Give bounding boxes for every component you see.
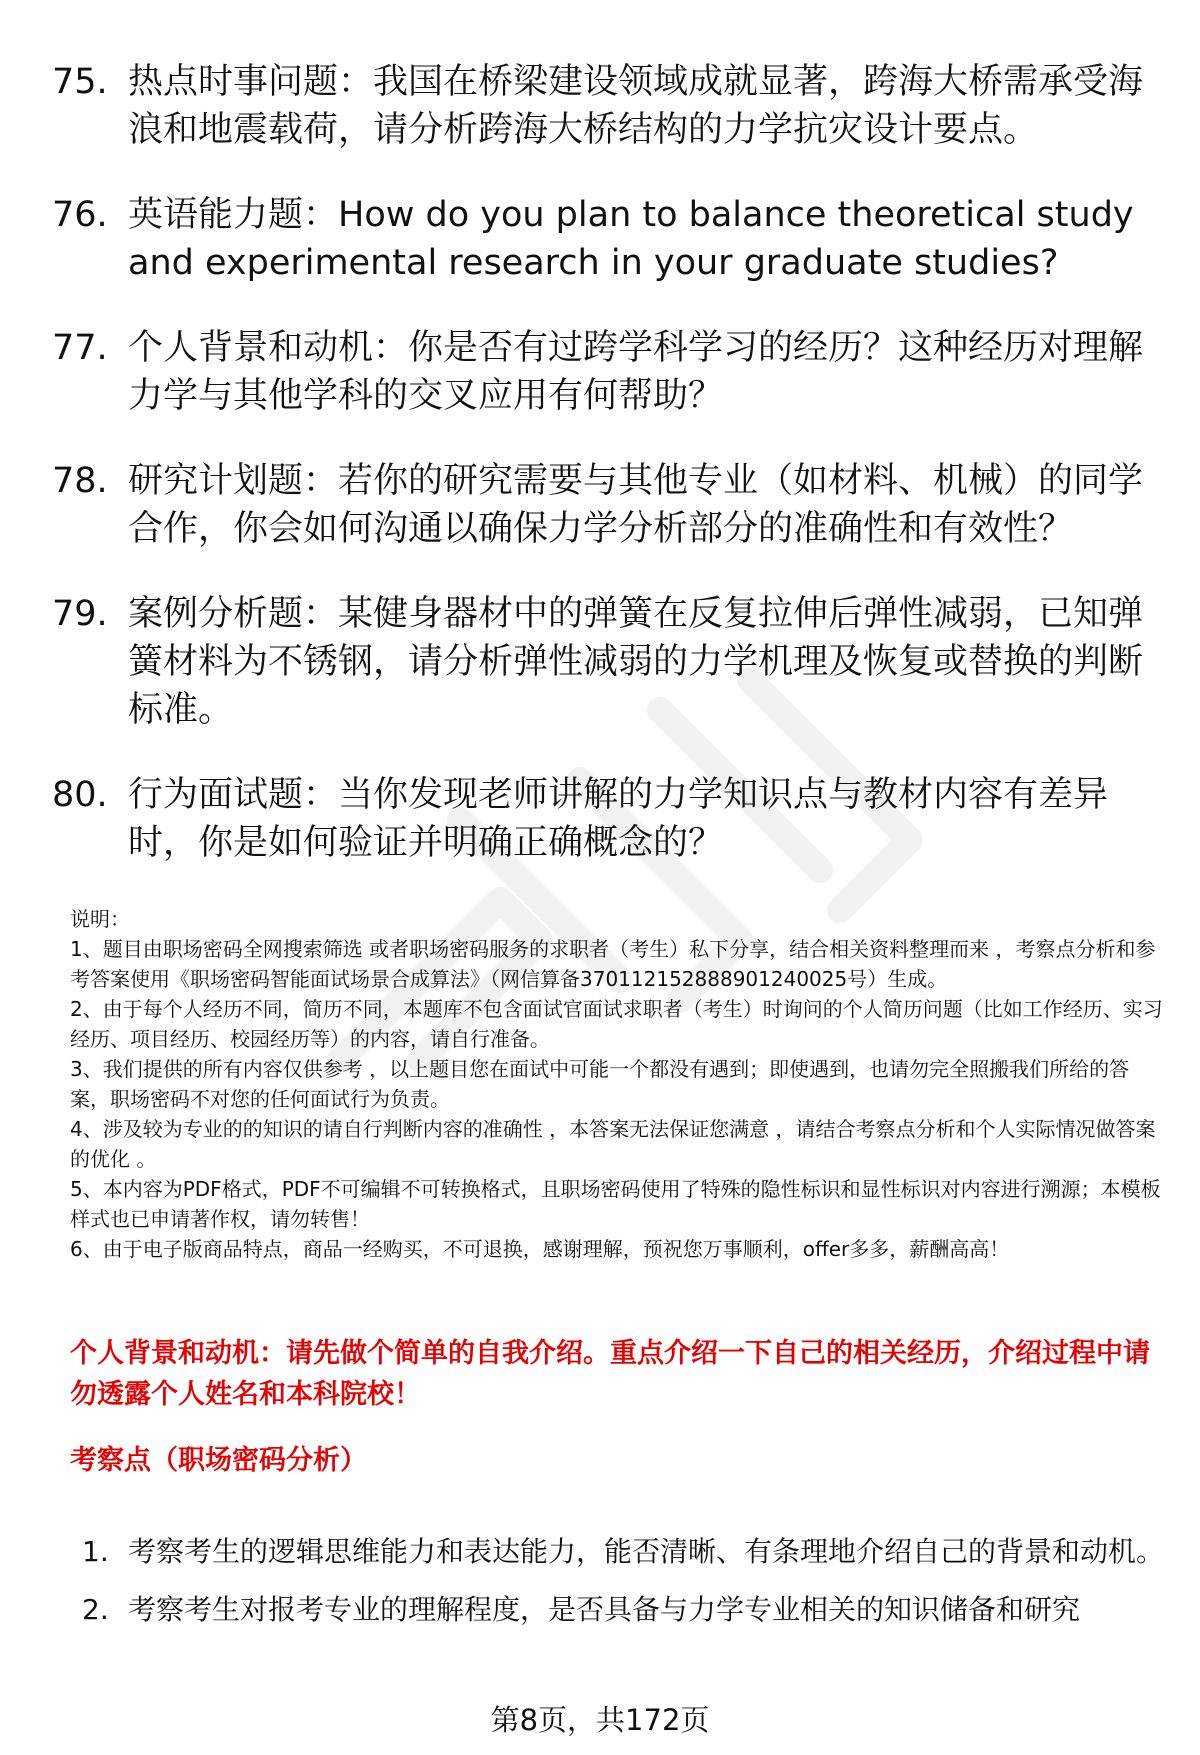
question-item	[52, 457, 1152, 553]
question-number: 77.	[52, 328, 108, 368]
question-text: 行为面试题：当你发现老师讲解的力学知识点与教材内容有差异时，你是如何验证并明确正确概念的？	[128, 775, 1109, 863]
note-item: 6、由于电子版商品特点，商品一经购买，不可退换，感谢理解，预祝您万事顺利，offer多多，薪酬高高！	[70, 1237, 1010, 1261]
question-text: 热点时事问题：我国在桥梁建设领域成就显著，跨海大桥需承受海浪和地震载荷，请分析跨海大桥结构的力学抗灾设计要点。	[128, 62, 1144, 150]
question-item	[52, 590, 1152, 734]
question-item	[52, 771, 1152, 867]
notes-title: 说明：	[70, 907, 130, 931]
analysis-item	[82, 1523, 1167, 1581]
analysis-number: 2.	[82, 1593, 109, 1626]
question-item	[52, 324, 1152, 420]
analysis-text: 考察考生的逻辑思维能力和表达能力，能否清晰、有条理地介绍自己的背景和动机。	[128, 1535, 1165, 1568]
question-text: 案例分析题：某健身器材中的弹簧在反复拉伸后弹性减弱，已知弹簧材料为不锈钢，请分析弹性减弱的力学机理及恢复或替换的判断标准。	[128, 594, 1144, 730]
question-item	[52, 191, 1152, 287]
question-number: 76.	[52, 195, 108, 235]
note-item: 4、涉及较为专业的的知识的请自行判断内容的准确性 ，本答案无法保证您满意 ，请结合考察点分析和个人实际情况做答案的优化 。	[70, 1117, 1156, 1171]
question-text: 个人背景和动机：你是否有过跨学科学习的经历？这种经历对理解力学与其他学科的交叉应用有何帮助？	[128, 328, 1144, 416]
analysis-item	[82, 1581, 1167, 1639]
interview-prompt: 个人背景和动机：请先做个简单的自我介绍。重点介绍一下自己的相关经历，介绍过程中请勿透露个人姓名和本科院校！	[70, 1338, 1150, 1410]
question-number: 79.	[52, 594, 108, 634]
note-item: 3、我们提供的所有内容仅供参考 ，以上题目您在面试中可能一个都没有遇到；即使遇到，也请勿完全照搬我们所给的答案，职场密码不对您的任何面试行为负责。	[70, 1057, 1130, 1111]
question-item	[52, 58, 1152, 154]
question-text: 研究计划题：若你的研究需要与其他专业（如材料、机械）的同学合作，你会如何沟通以确保力学分析部分的准确性和有效性？	[128, 461, 1144, 549]
notes-section	[70, 904, 1165, 1264]
question-list	[52, 58, 1152, 904]
analysis-text: 考察考生对报考专业的理解程度，是否具备与力学专业相关的知识储备和研究	[128, 1593, 1081, 1626]
analysis-heading: 考察点（职场密码分析）	[70, 1445, 367, 1476]
analysis-number: 1.	[82, 1535, 109, 1568]
question-number: 78.	[52, 461, 108, 501]
note-item: 2、由于每个人经历不同，简历不同，本题库不包含面试官面试求职者（考生）时询问的个人简历问题（比如工作经历、实习经历、项目经历、校园经历等）的内容，请自行准备。	[70, 997, 1163, 1051]
page-footer: 第8页，共172页	[490, 1703, 710, 1737]
question-number: 75.	[52, 62, 108, 102]
analysis-list	[82, 1523, 1167, 1639]
note-item: 1、题目由职场密码全网搜索筛选 或者职场密码服务的求职者（考生）私下分享，结合相关资料整理而来 ，考察点分析和参考答案使用《职场密码智能面试场景合成算法》（网信算备370112152888901240025号）生成。	[70, 937, 1156, 991]
question-number: 80.	[52, 775, 108, 815]
note-item: 5、本内容为PDF格式，PDF不可编辑不可转换格式，且职场密码使用了特殊的隐性标识和显性标识对内容进行溯源；本模板样式也已申请著作权，请勿转售！	[70, 1177, 1161, 1231]
question-text: 英语能力题：How do you plan to balance theoretical study and experimental research in your graduate studies?	[128, 195, 1134, 283]
